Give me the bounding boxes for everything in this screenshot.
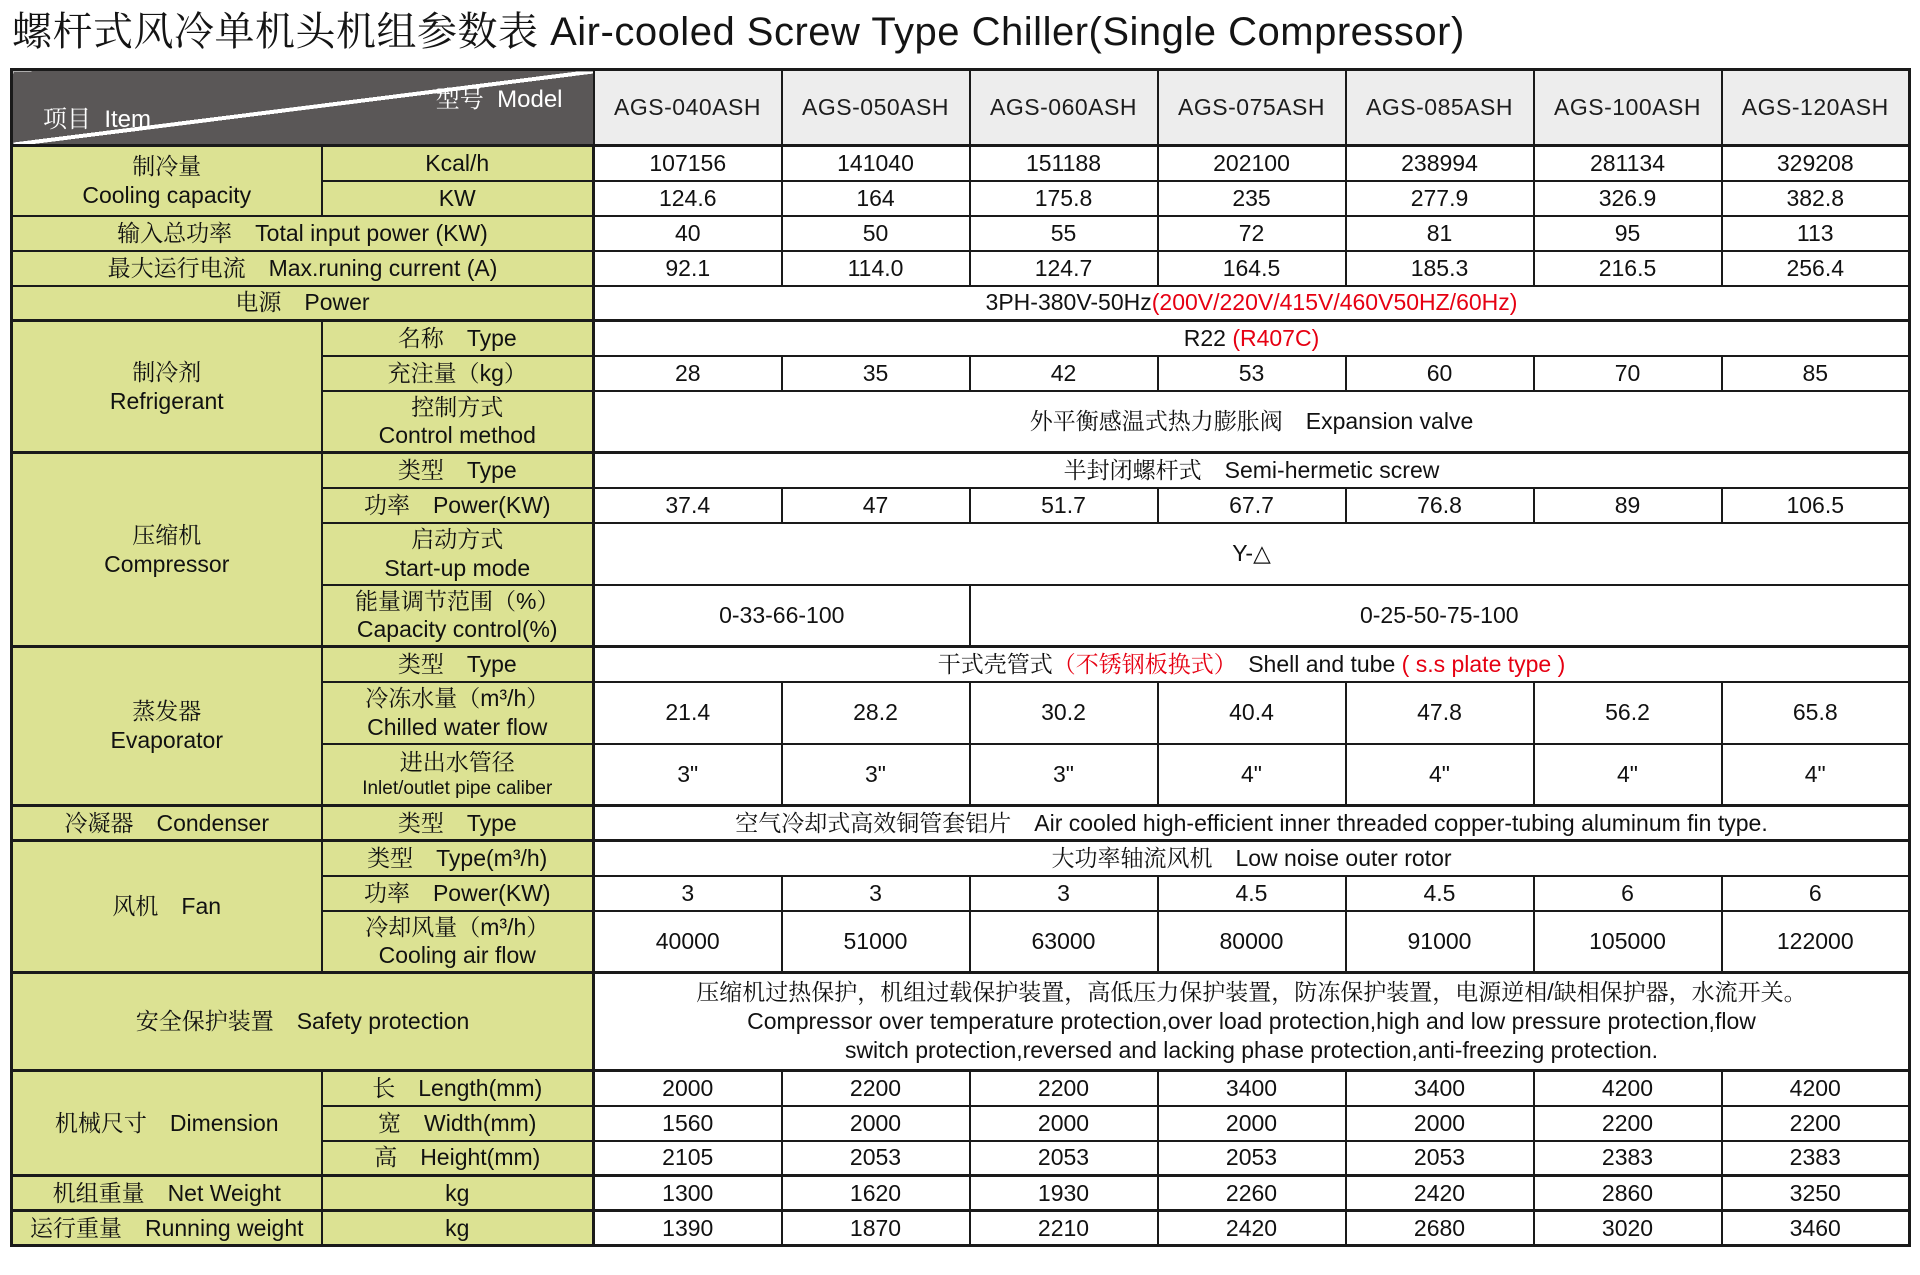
value-cell: 3400 (1158, 1071, 1346, 1106)
value-cell: 92.1 (594, 251, 782, 286)
value-refrigerant-type (594, 321, 1910, 356)
model-header-ags-050ash: AGS-050ASH (782, 70, 970, 146)
value-cell: 2000 (1158, 1106, 1346, 1141)
value-cell: 2210 (970, 1211, 1158, 1246)
row-label: 长 Length(mm) (322, 1071, 594, 1106)
highlighted-text: （不锈钢板换式） (1052, 650, 1226, 677)
item-axis-label: 项目 Item (43, 106, 152, 133)
row-label-dimension: 机械尺寸 Dimension (12, 1071, 322, 1176)
value-cell: 40000 (594, 911, 782, 973)
value-cell: 216.5 (1534, 251, 1722, 286)
label-line: Chilled water flow (367, 713, 548, 740)
value-cell: 6 (1722, 876, 1910, 911)
row-label-pipe-caliber (322, 744, 594, 806)
value-cell: 2200 (1722, 1106, 1910, 1141)
label-line: 启动方式 (411, 525, 504, 552)
value-cell: 50 (782, 216, 970, 251)
row-label-safety-protection: 安全保护装置 Safety protection (12, 973, 594, 1071)
value-cell: 281134 (1534, 146, 1722, 181)
row-label: 类型 Type (322, 647, 594, 682)
plain-text: Shell and tube (1225, 650, 1402, 677)
value-cell: 4" (1722, 744, 1910, 806)
value-cell: 2420 (1346, 1176, 1534, 1211)
value-cell: 55 (970, 216, 1158, 251)
label-line: 蒸发器 (132, 698, 202, 725)
value-cell: 256.4 (1722, 251, 1910, 286)
row-label-power-supply: 电源 Power (12, 286, 594, 321)
value-cell: 60 (1346, 356, 1534, 391)
row-label-net-weight: 机组重量 Net Weight (12, 1176, 322, 1211)
value-cell: 40 (594, 216, 782, 251)
table-row (12, 1071, 1910, 1106)
value-cell: 51.7 (970, 488, 1158, 523)
label-line: Compressor over temperature protection,over load protection,high and low pressure protection,flow (747, 1008, 1756, 1035)
row-label: 类型 Type (322, 453, 594, 488)
label-line: Start-up mode (384, 554, 531, 581)
value-cell: 2383 (1534, 1141, 1722, 1176)
plain-text: R22 (1183, 324, 1233, 351)
value-cell: 1620 (782, 1176, 970, 1211)
value-cell: 4" (1346, 744, 1534, 806)
value-cell: 164.5 (1158, 251, 1346, 286)
value-cell: 2000 (594, 1071, 782, 1106)
plain-text: 3PH-380V-50Hz (985, 289, 1152, 316)
value-cell: 277.9 (1346, 181, 1534, 216)
spec-table (10, 68, 1911, 1247)
value-cell: 4" (1534, 744, 1722, 806)
value-cell: 28.2 (782, 682, 970, 744)
value-cell: 2105 (594, 1141, 782, 1176)
model-header-ags-075ash: AGS-075ASH (1158, 70, 1346, 146)
value-cell: 114.0 (782, 251, 970, 286)
value-cell: 1560 (594, 1106, 782, 1141)
row-label: KW (322, 181, 594, 216)
row-label-cooling-air-flow (322, 911, 594, 973)
value-cell: 21.4 (594, 682, 782, 744)
row-label-max-running-current: 最大运行电流 Max.runing current (A) (12, 251, 594, 286)
row-label: kg (322, 1211, 594, 1246)
row-label: 高 Height(mm) (322, 1141, 594, 1176)
value-cell: 81 (1346, 216, 1534, 251)
value-cell: 113 (1722, 216, 1910, 251)
value-cell: 164 (782, 181, 970, 216)
row-label: 功率 Power(KW) (322, 876, 594, 911)
label-line: switch protection,reversed and lacking phase protection,anti-freezing protection. (844, 1036, 1659, 1063)
value-safety-protection (594, 973, 1910, 1071)
value-cell: 47.8 (1346, 682, 1534, 744)
value-cell: 28 (594, 356, 782, 391)
value-cell: 202100 (1158, 146, 1346, 181)
value-cell: 107156 (594, 146, 782, 181)
value-cell: 95 (1534, 216, 1722, 251)
value-cell: 238994 (1346, 146, 1534, 181)
highlighted-text: (R407C) (1232, 324, 1320, 351)
value-cell: 3020 (1534, 1211, 1722, 1246)
value-cell: 40.4 (1158, 682, 1346, 744)
value-cell: 2383 (1722, 1141, 1910, 1176)
table-row (12, 806, 1910, 841)
row-label: 类型 Type(m³/h) (322, 841, 594, 876)
value-cell: 2420 (1158, 1211, 1346, 1246)
value-cell: 72 (1158, 216, 1346, 251)
table-row (12, 973, 1910, 1071)
value-cell: 67.7 (1158, 488, 1346, 523)
value-cell: 3 (970, 876, 1158, 911)
highlighted-text: ( s.s plate type ) (1401, 650, 1566, 677)
model-header-ags-085ash: AGS-085ASH (1346, 70, 1534, 146)
label-line: 制冷剂 (132, 358, 202, 385)
value-cell: 30.2 (970, 682, 1158, 744)
spec-table-body (12, 146, 1910, 1246)
value-cell: 3400 (1346, 1071, 1534, 1106)
value-cell: 89 (1534, 488, 1722, 523)
row-label-capacity-control (322, 585, 594, 647)
row-label: 功率 Power(KW) (322, 488, 594, 523)
value-cell: 124.6 (594, 181, 782, 216)
value-cell: 35 (782, 356, 970, 391)
value-cell: 56.2 (1534, 682, 1722, 744)
table-row (12, 1211, 1910, 1246)
label-line: Cooling air flow (378, 942, 536, 969)
label-line: Cooling capacity (82, 181, 252, 208)
value-cell: 185.3 (1346, 251, 1534, 286)
row-label-startup-mode (322, 523, 594, 585)
value-cell: 51000 (782, 911, 970, 973)
value-cell: 2200 (1534, 1106, 1722, 1141)
row-label-refrigerant (12, 321, 322, 453)
model-header-ags-100ash: AGS-100ASH (1534, 70, 1722, 146)
row-label-control-method (322, 391, 594, 453)
value-cell: 4200 (1722, 1071, 1910, 1106)
value-cell: 326.9 (1534, 181, 1722, 216)
table-row (12, 146, 1910, 181)
label-line: 控制方式 (411, 393, 504, 420)
row-label: Kcal/h (322, 146, 594, 181)
value-cell: 141040 (782, 146, 970, 181)
value-cell: 3" (594, 744, 782, 806)
row-label: 类型 Type (322, 806, 594, 841)
value-cell: 76.8 (1346, 488, 1534, 523)
value-cell: 3460 (1722, 1211, 1910, 1246)
label-line: 冷却风量（m³/h） (365, 913, 550, 940)
value-cell: 63000 (970, 911, 1158, 973)
row-label: 宽 Width(mm) (322, 1106, 594, 1141)
label-line: 能量调节范围（%） (355, 587, 560, 614)
value-cell: 151188 (970, 146, 1158, 181)
row-label-cooling-capacity (12, 146, 322, 216)
value-cell: 2000 (1346, 1106, 1534, 1141)
table-row (12, 1176, 1910, 1211)
model-header-ags-120ash: AGS-120ASH (1722, 70, 1910, 146)
value-condenser-type: 空气冷却式高效铜管套铝片 Air cooled high-efficient inner threaded copper-tubing aluminum fin type. (594, 806, 1910, 841)
value-cell: 53 (1158, 356, 1346, 391)
page-title: 螺杆式风冷单机头机组参数表 Air-cooled Screw Type Chiller(Single Compressor) (12, 10, 1465, 54)
model-axis-label: 型号 Model (435, 86, 563, 113)
row-label-fan: 风机 Fan (12, 841, 322, 973)
value-cell: 3" (970, 744, 1158, 806)
model-header-ags-040ash: AGS-040ASH (594, 70, 782, 146)
table-row (12, 841, 1910, 876)
row-label-total-input-power: 输入总功率 Total input power (KW) (12, 216, 594, 251)
value-cell: 42 (970, 356, 1158, 391)
value-capacity-control-small: 0-33-66-100 (594, 585, 970, 647)
row-label: 充注量（kg） (322, 356, 594, 391)
label-line: Control method (378, 422, 536, 449)
label-line: Capacity control(%) (356, 616, 558, 643)
table-row (12, 647, 1910, 682)
value-cell: 85 (1722, 356, 1910, 391)
value-capacity-control-large: 0-25-50-75-100 (970, 585, 1910, 647)
row-label-compressor (12, 453, 322, 647)
highlighted-text: (200V/220V/415V/460V50HZ/60Hz) (1151, 289, 1518, 316)
label-line: Compressor (104, 550, 230, 577)
value-evaporator-type (594, 647, 1910, 682)
value-cell: 4.5 (1158, 876, 1346, 911)
value-cell: 2053 (1346, 1141, 1534, 1176)
diagonal-header-cell (12, 70, 594, 146)
label-line: Refrigerant (109, 387, 224, 414)
value-cell: 3 (782, 876, 970, 911)
value-cell: 70 (1534, 356, 1722, 391)
table-row (12, 251, 1910, 286)
value-cell: 2860 (1534, 1176, 1722, 1211)
value-control-method: 外平衡感温式热力膨胀阀 Expansion valve (594, 391, 1910, 453)
value-cell: 6 (1534, 876, 1722, 911)
row-label: kg (322, 1176, 594, 1211)
value-cell: 382.8 (1722, 181, 1910, 216)
value-cell: 3" (782, 744, 970, 806)
value-cell: 80000 (1158, 911, 1346, 973)
row-label-evaporator (12, 647, 322, 806)
plain-text: 干式壳管式 (937, 650, 1053, 677)
value-cell: 235 (1158, 181, 1346, 216)
value-cell: 4.5 (1346, 876, 1534, 911)
value-cell: 4200 (1534, 1071, 1722, 1106)
table-row (12, 286, 1910, 321)
value-cell: 2053 (1158, 1141, 1346, 1176)
value-cell: 1390 (594, 1211, 782, 1246)
table-row (12, 453, 1910, 488)
header-row (12, 70, 1910, 146)
value-cell: 329208 (1722, 146, 1910, 181)
value-cell: 122000 (1722, 911, 1910, 973)
value-cell: 65.8 (1722, 682, 1910, 744)
value-startup-mode: Y-△ (594, 523, 1910, 585)
value-cell: 3250 (1722, 1176, 1910, 1211)
label-line: 冷冻水量（m³/h） (365, 684, 550, 711)
value-cell: 3 (594, 876, 782, 911)
value-cell: 2053 (970, 1141, 1158, 1176)
value-cell: 91000 (1346, 911, 1534, 973)
value-cell: 106.5 (1722, 488, 1910, 523)
table-row (12, 321, 1910, 356)
value-cell: 47 (782, 488, 970, 523)
label-line: Evaporator (110, 727, 223, 753)
value-cell: 2680 (1346, 1211, 1534, 1246)
label-line: 压缩机 (132, 521, 202, 548)
model-header-ags-060ash: AGS-060ASH (970, 70, 1158, 146)
label-line: 压缩机过热保护，机组过载保护装置，高低压力保护装置，防冻保护装置，电源逆相/缺相保护器，水流开关。 (696, 979, 1807, 1006)
value-cell: 2200 (970, 1071, 1158, 1106)
row-label-chilled-water-flow (322, 682, 594, 744)
value-cell: 4" (1158, 744, 1346, 806)
value-power-supply (594, 286, 1910, 321)
row-label-condenser: 冷凝器 Condenser (12, 806, 322, 841)
table-row (12, 216, 1910, 251)
value-cell: 1300 (594, 1176, 782, 1211)
label-line: Inlet/outlet pipe caliber (362, 777, 553, 799)
value-cell: 124.7 (970, 251, 1158, 286)
value-fan-type: 大功率轴流风机 Low noise outer rotor (594, 841, 1910, 876)
value-compressor-type: 半封闭螺杆式 Semi-hermetic screw (594, 453, 1910, 488)
label-line: 进出水管径 (399, 749, 515, 775)
value-cell: 2000 (970, 1106, 1158, 1141)
value-cell: 2053 (782, 1141, 970, 1176)
row-label-running-weight: 运行重量 Running weight (12, 1211, 322, 1246)
value-cell: 105000 (1534, 911, 1722, 973)
value-cell: 37.4 (594, 488, 782, 523)
value-cell: 175.8 (970, 181, 1158, 216)
value-cell: 1870 (782, 1211, 970, 1246)
value-cell: 2000 (782, 1106, 970, 1141)
label-line: 制冷量 (132, 153, 202, 179)
value-cell: 2260 (1158, 1176, 1346, 1211)
value-cell: 1930 (970, 1176, 1158, 1211)
value-cell: 2200 (782, 1071, 970, 1106)
row-label: 名称 Type (322, 321, 594, 356)
